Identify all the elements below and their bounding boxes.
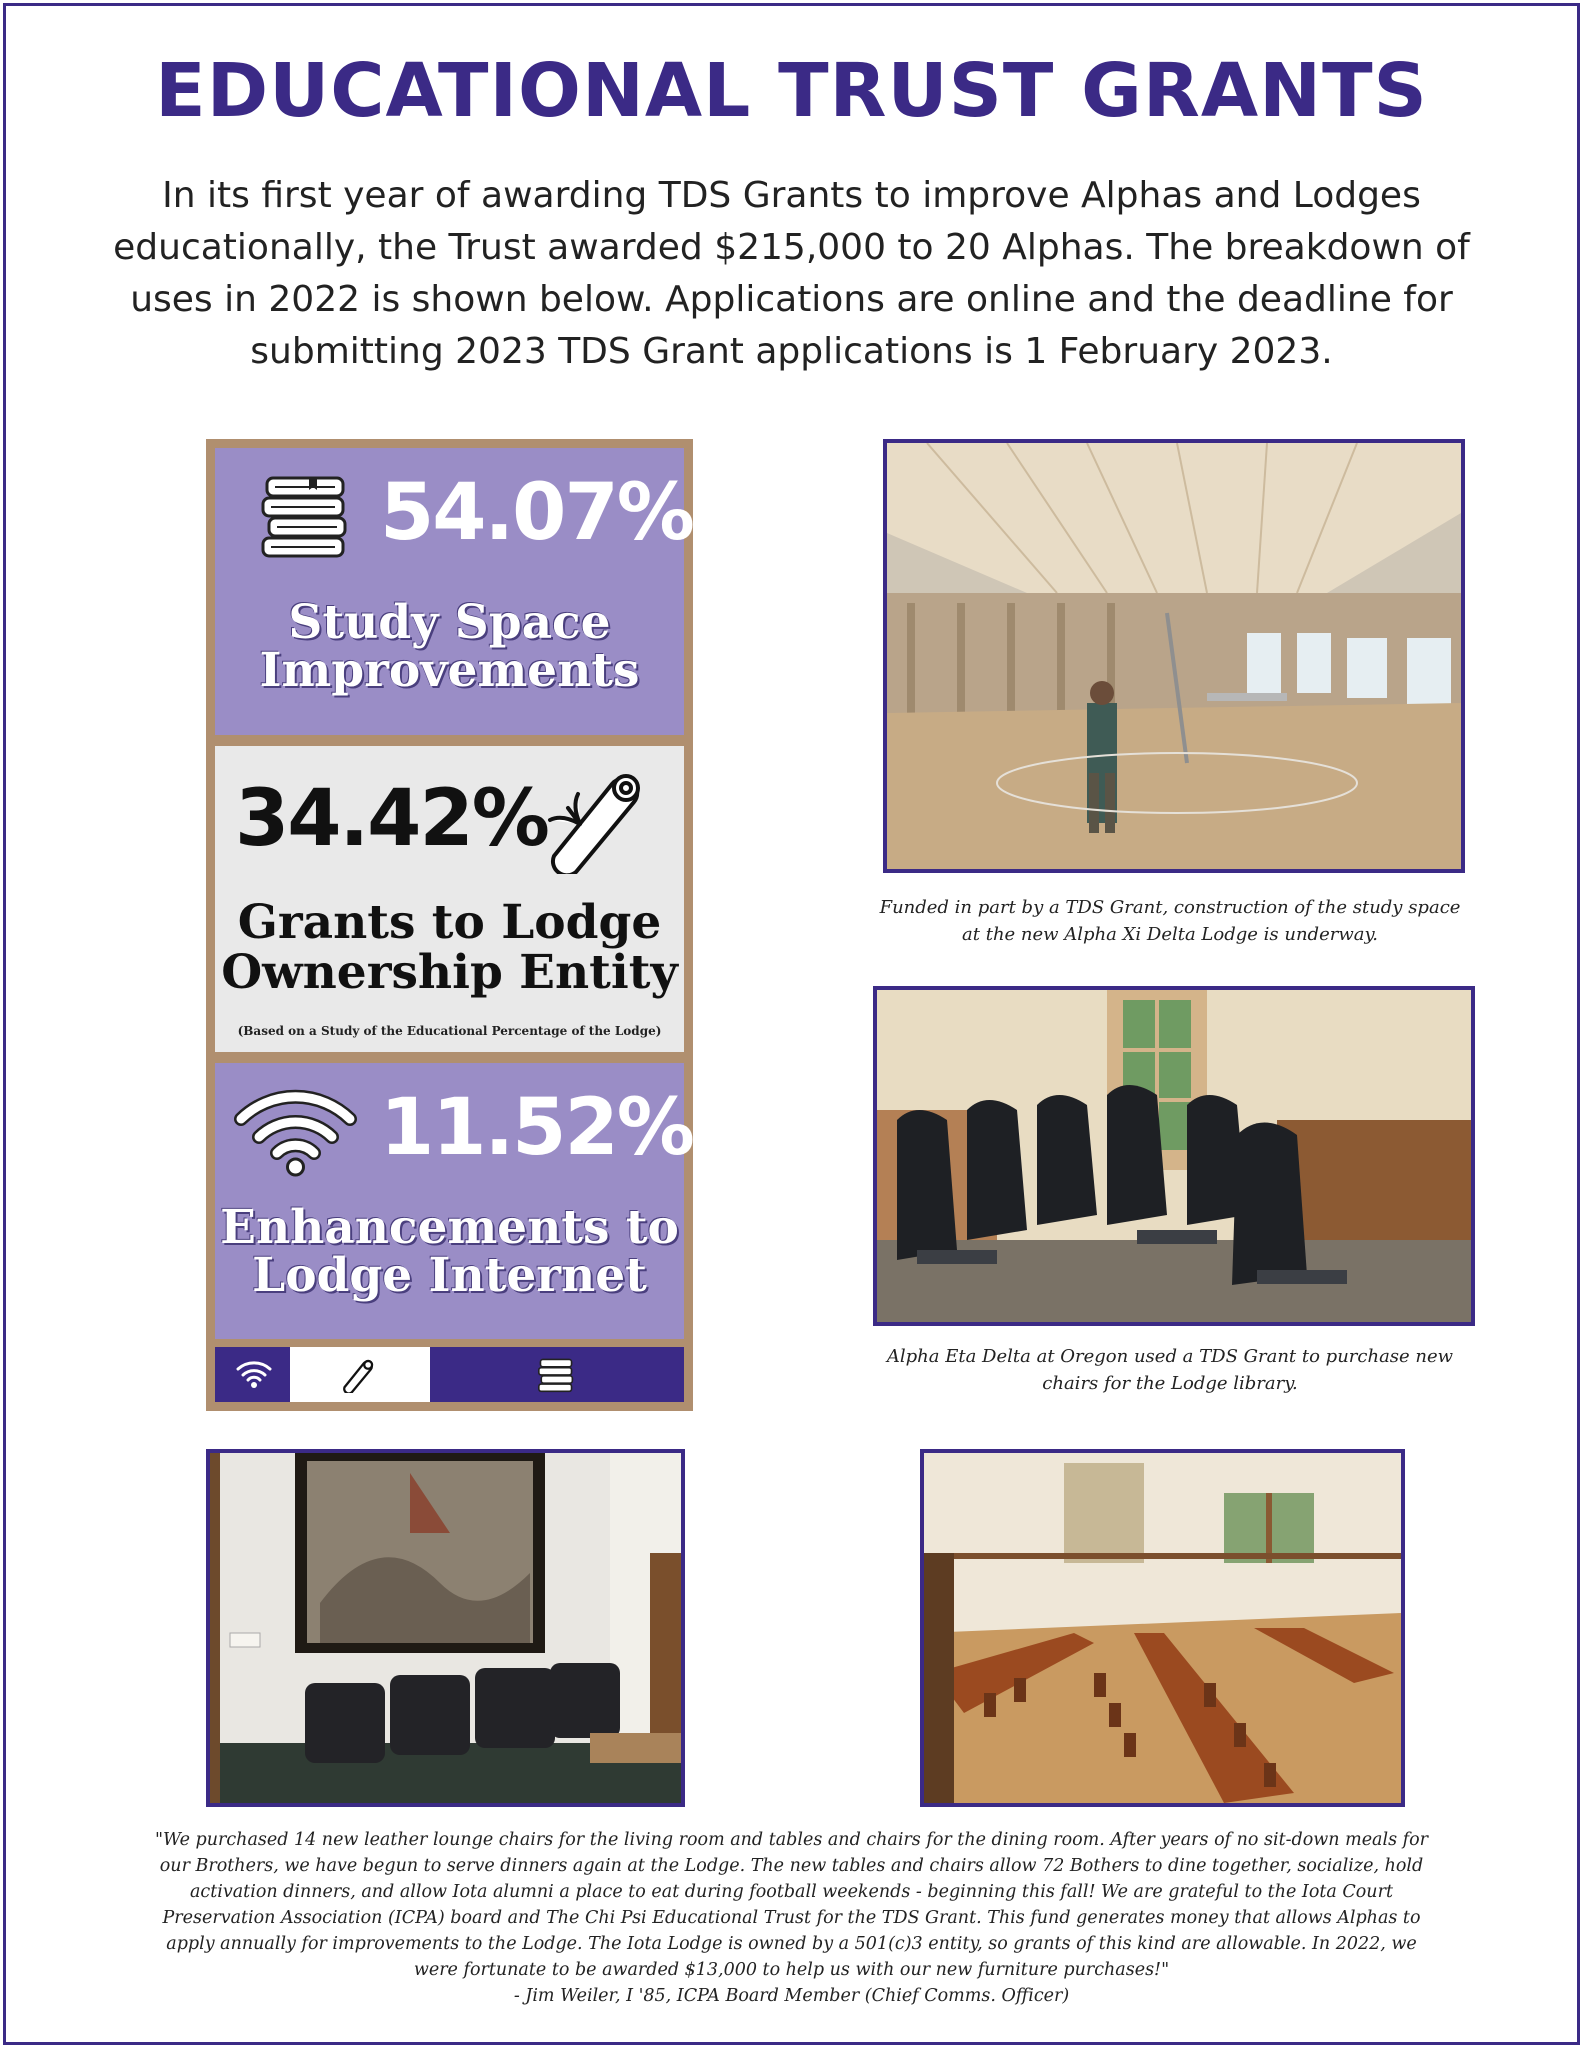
ownership-note: (Based on a Study of the Educational Percentage of the Lodge) (237, 1024, 662, 1038)
construction-caption: Funded in part by a TDS Grant, construction of the study space at the new Alpha Xi Delta Lodge is underway. (879, 897, 1461, 945)
wifi-icon (233, 1083, 358, 1178)
grant-breakdown-infographic (206, 439, 693, 1411)
ownership-percent: 34.42% (235, 774, 548, 864)
internet-label-line2: Lodge Internet (252, 1248, 647, 1303)
study-space-label-line2: Improvements (259, 643, 640, 698)
quote-attribution: - Jim Weiler, I '85, ICPA Board Member (Chief Comms. Officer) (513, 1986, 1070, 2006)
books-icon (538, 1357, 574, 1393)
books-icon (261, 472, 349, 560)
quote-text: "We purchased 14 new leather lounge chairs for the living room and tables and chairs for the dining room. After years of no sit-down meals for our Brothers, we have begun to serve dinners again at the Lodge. The new tables and chairs allow 72 Bothers to dine together, socialize, hold activation dinners, and allow Iota alumni a place to eat during football weekends - beginning this fall! We are grateful to the Iota Court Preservation Association (ICPA) board and The Chi Psi Educational Trust for the TDS Grant. This fund generates money that allows Alphas to apply annually for improvements to the Lodge. The Iota Lodge is owned by a 501(c)3 entity, so grants of this kind are allowable. In 2022, we were fortunate to be awarded $13,000 to help us with our new furniture purchases!" (155, 1830, 1428, 1980)
construction-photo (883, 439, 1465, 873)
diploma-icon (540, 764, 650, 874)
diploma-icon (340, 1357, 376, 1393)
library-chairs-caption: Alpha Eta Delta at Oregon used a TDS Grant to purchase new chairs for the Lodge library. (886, 1346, 1454, 1394)
internet-panel (215, 1063, 693, 1339)
study-space-panel (215, 448, 693, 735)
page-title: EDUCATIONAL TRUST GRANTS (155, 48, 1428, 134)
living-room-photo (206, 1449, 685, 1807)
intro-paragraph: In its first year of awarding TDS Grants to improve Alphas and Lodges educationally, the Trust awarded $215,000 to 20 Alphas. The breakdown of uses in 2022 is shown below. Applications are online and the deadline for submitting 2023 TDS Grant applications is 1 February 2023. (113, 175, 1470, 372)
wifi-icon (235, 1359, 273, 1389)
study-space-label-line1: Study Space (288, 595, 611, 650)
study-space-percent: 54.07% (380, 468, 693, 558)
library-chairs-photo (873, 986, 1475, 1326)
ownership-panel (215, 746, 684, 1052)
testimonial-quote (150, 1827, 1433, 2009)
ownership-label-line1: Grants to Lodge (237, 895, 662, 950)
legend-bar (215, 1347, 684, 1402)
legend-ownership-segment (290, 1347, 430, 1402)
internet-label-line1: Enhancements to (220, 1200, 679, 1255)
ownership-label-line2: Ownership Entity (221, 945, 678, 1000)
internet-percent: 11.52% (380, 1083, 693, 1173)
dining-room-photo (920, 1449, 1405, 1807)
